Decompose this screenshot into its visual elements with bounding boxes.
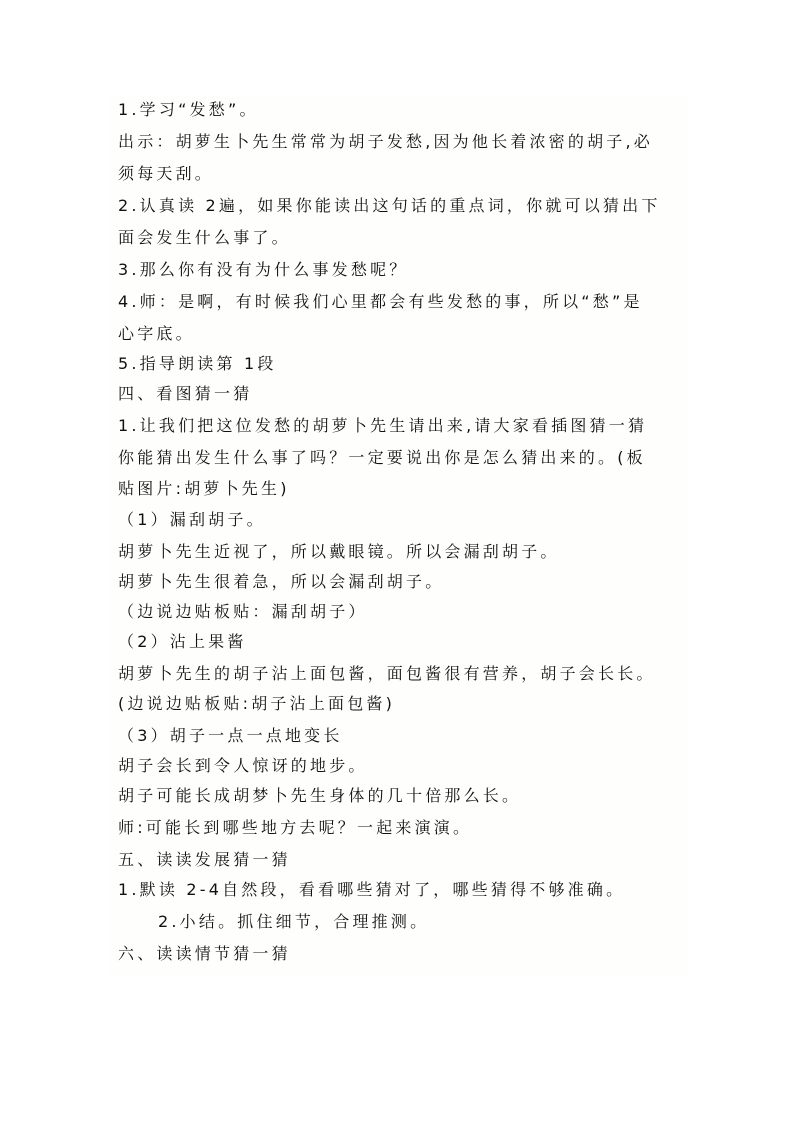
- text-line: 2.小结。抓住细节，合理推测。: [158, 912, 430, 931]
- text-line: 心字底。: [118, 324, 195, 343]
- text-line: 胡子会长到令人惊讶的地步。: [118, 756, 368, 775]
- text-line: 胡萝卜先生近视了，所以戴眼镜。所以会漏刮胡子。: [118, 542, 560, 561]
- text-line: 面会发生什么事了。: [118, 228, 291, 247]
- document-text-block: [110, 95, 688, 975]
- text-line: 3.那么你有没有为什么事发愁呢？: [118, 260, 409, 279]
- text-line: 1.默读 2-4自然段，看看哪些猜对了，哪些猜得不够准确。: [118, 880, 626, 899]
- text-line: 5.指导朗读第 1段: [118, 354, 277, 373]
- text-line: 4.师：是啊，有时候我们心里都会有些发愁的事，所以“愁”是: [118, 292, 643, 311]
- text-line: (边说边贴板贴:胡子沾上面包酱): [118, 694, 396, 713]
- text-line: （2）沾上果酱: [118, 632, 247, 651]
- section-heading: 六、读读情节猜一猜: [118, 944, 291, 963]
- text-line: 须每天刮。: [118, 164, 215, 183]
- text-line: 1.让我们把这位发愁的胡萝卜先生请出来,请大家看插图猜一猜: [118, 416, 648, 435]
- text-line: （边说边贴板贴：漏刮胡子）: [118, 602, 368, 621]
- text-line: （1）漏刮胡子。: [118, 510, 266, 529]
- text-line: 师:可能长到哪些地方去呢？一起来演演。: [118, 818, 473, 837]
- text-line: 出示：胡萝生卜先生常常为胡子发愁,因为他长着浓密的胡子,必: [118, 132, 653, 151]
- text-line: 贴图片:胡萝卜先生): [118, 479, 290, 498]
- text-line: 胡萝卜先生的胡子沾上面包酱，面包酱很有营养，胡子会长长。: [118, 664, 656, 683]
- section-heading: 四、看图猜一猜: [118, 384, 253, 403]
- text-line: 2.认真读 2遍，如果你能读出这句话的重点词，你就可以猜出下: [118, 196, 661, 215]
- text-line: （3）胡子一点一点地变长: [118, 726, 343, 745]
- text-line: 你能猜出发生什么事了吗？一定要说出你是怎么猜出来的。(板: [118, 448, 646, 467]
- section-heading: 五、读读发展猜一猜: [118, 850, 291, 869]
- text-line: 胡子可能长成胡梦卜先生身体的几十倍那么长。: [118, 786, 522, 805]
- text-line: 胡萝卜先生很着急，所以会漏刮胡子。: [118, 572, 445, 591]
- text-line: 1.学习“发愁”。: [118, 100, 259, 119]
